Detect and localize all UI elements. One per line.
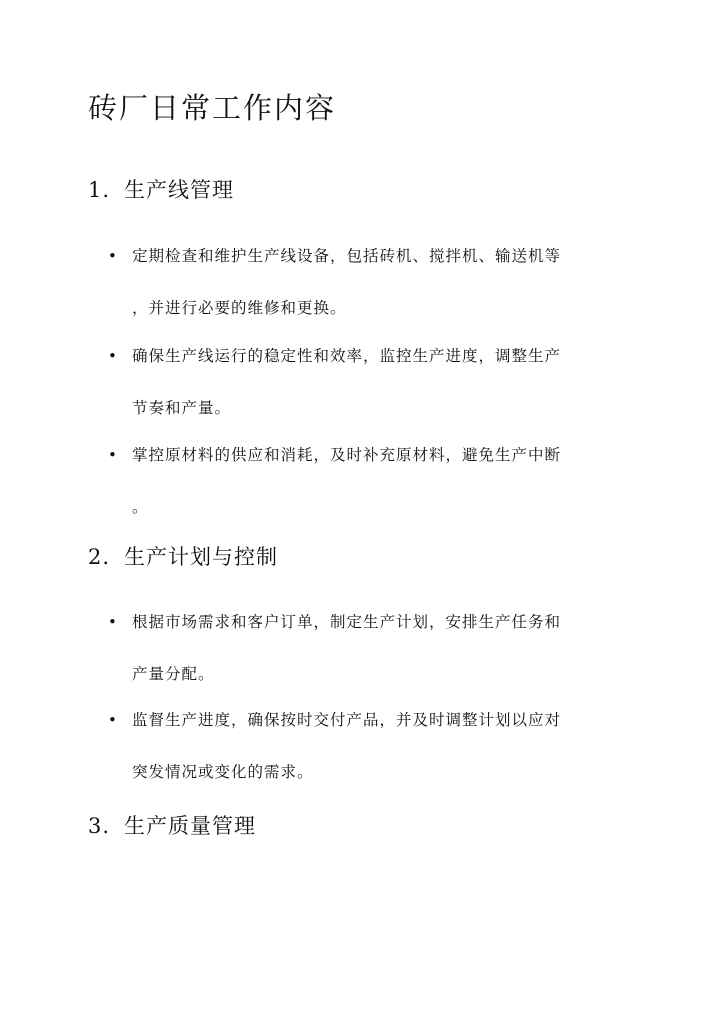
list-item-text-line: 突发情况或变化的需求。 <box>132 763 314 781</box>
list-item <box>108 429 618 533</box>
list-item-text-line: 确保生产线运行的稳定性和效率，监控生产进度，调整生产 <box>132 347 562 365</box>
list-item <box>108 230 618 334</box>
bullet-icon: • <box>108 347 118 365</box>
document-title: 砖厂日常工作内容 <box>88 91 337 125</box>
section-heading-1 <box>88 175 234 205</box>
section-number: 2. <box>88 545 111 569</box>
list-item-text-line: ，并进行必要的维修和更换。 <box>132 299 347 317</box>
section-number: 1. <box>88 178 111 202</box>
bullet-icon: • <box>108 247 118 265</box>
list-item-text-line: 。 <box>132 498 149 516</box>
bullet-icon: • <box>108 711 118 729</box>
section-number: 3. <box>88 814 111 838</box>
list-item-text-line: 节奏和产量。 <box>132 399 232 417</box>
bullet-icon: • <box>108 613 118 631</box>
list-item-text-line: 产量分配。 <box>132 665 215 683</box>
list-item-text-line: 掌控原材料的供应和消耗，及时补充原材料，避免生产中断 <box>132 446 562 464</box>
bullet-icon: • <box>108 446 118 464</box>
section-heading-2 <box>88 542 278 572</box>
list-item <box>108 596 618 700</box>
list-item <box>108 694 618 798</box>
section-title: 生产质量管理 <box>124 814 256 838</box>
list-item <box>108 330 618 434</box>
list-item-text-line: 定期检查和维护生产线设备，包括砖机、搅拌机、输送机等 <box>132 247 562 265</box>
section-title: 生产线管理 <box>124 178 234 202</box>
list-item-text-line: 根据市场需求和客户订单，制定生产计划，安排生产任务和 <box>132 613 562 631</box>
list-item-text-line: 监督生产进度，确保按时交付产品，并及时调整计划以应对 <box>132 711 562 729</box>
section-title: 生产计划与控制 <box>124 545 278 569</box>
section-heading-3 <box>88 811 256 841</box>
